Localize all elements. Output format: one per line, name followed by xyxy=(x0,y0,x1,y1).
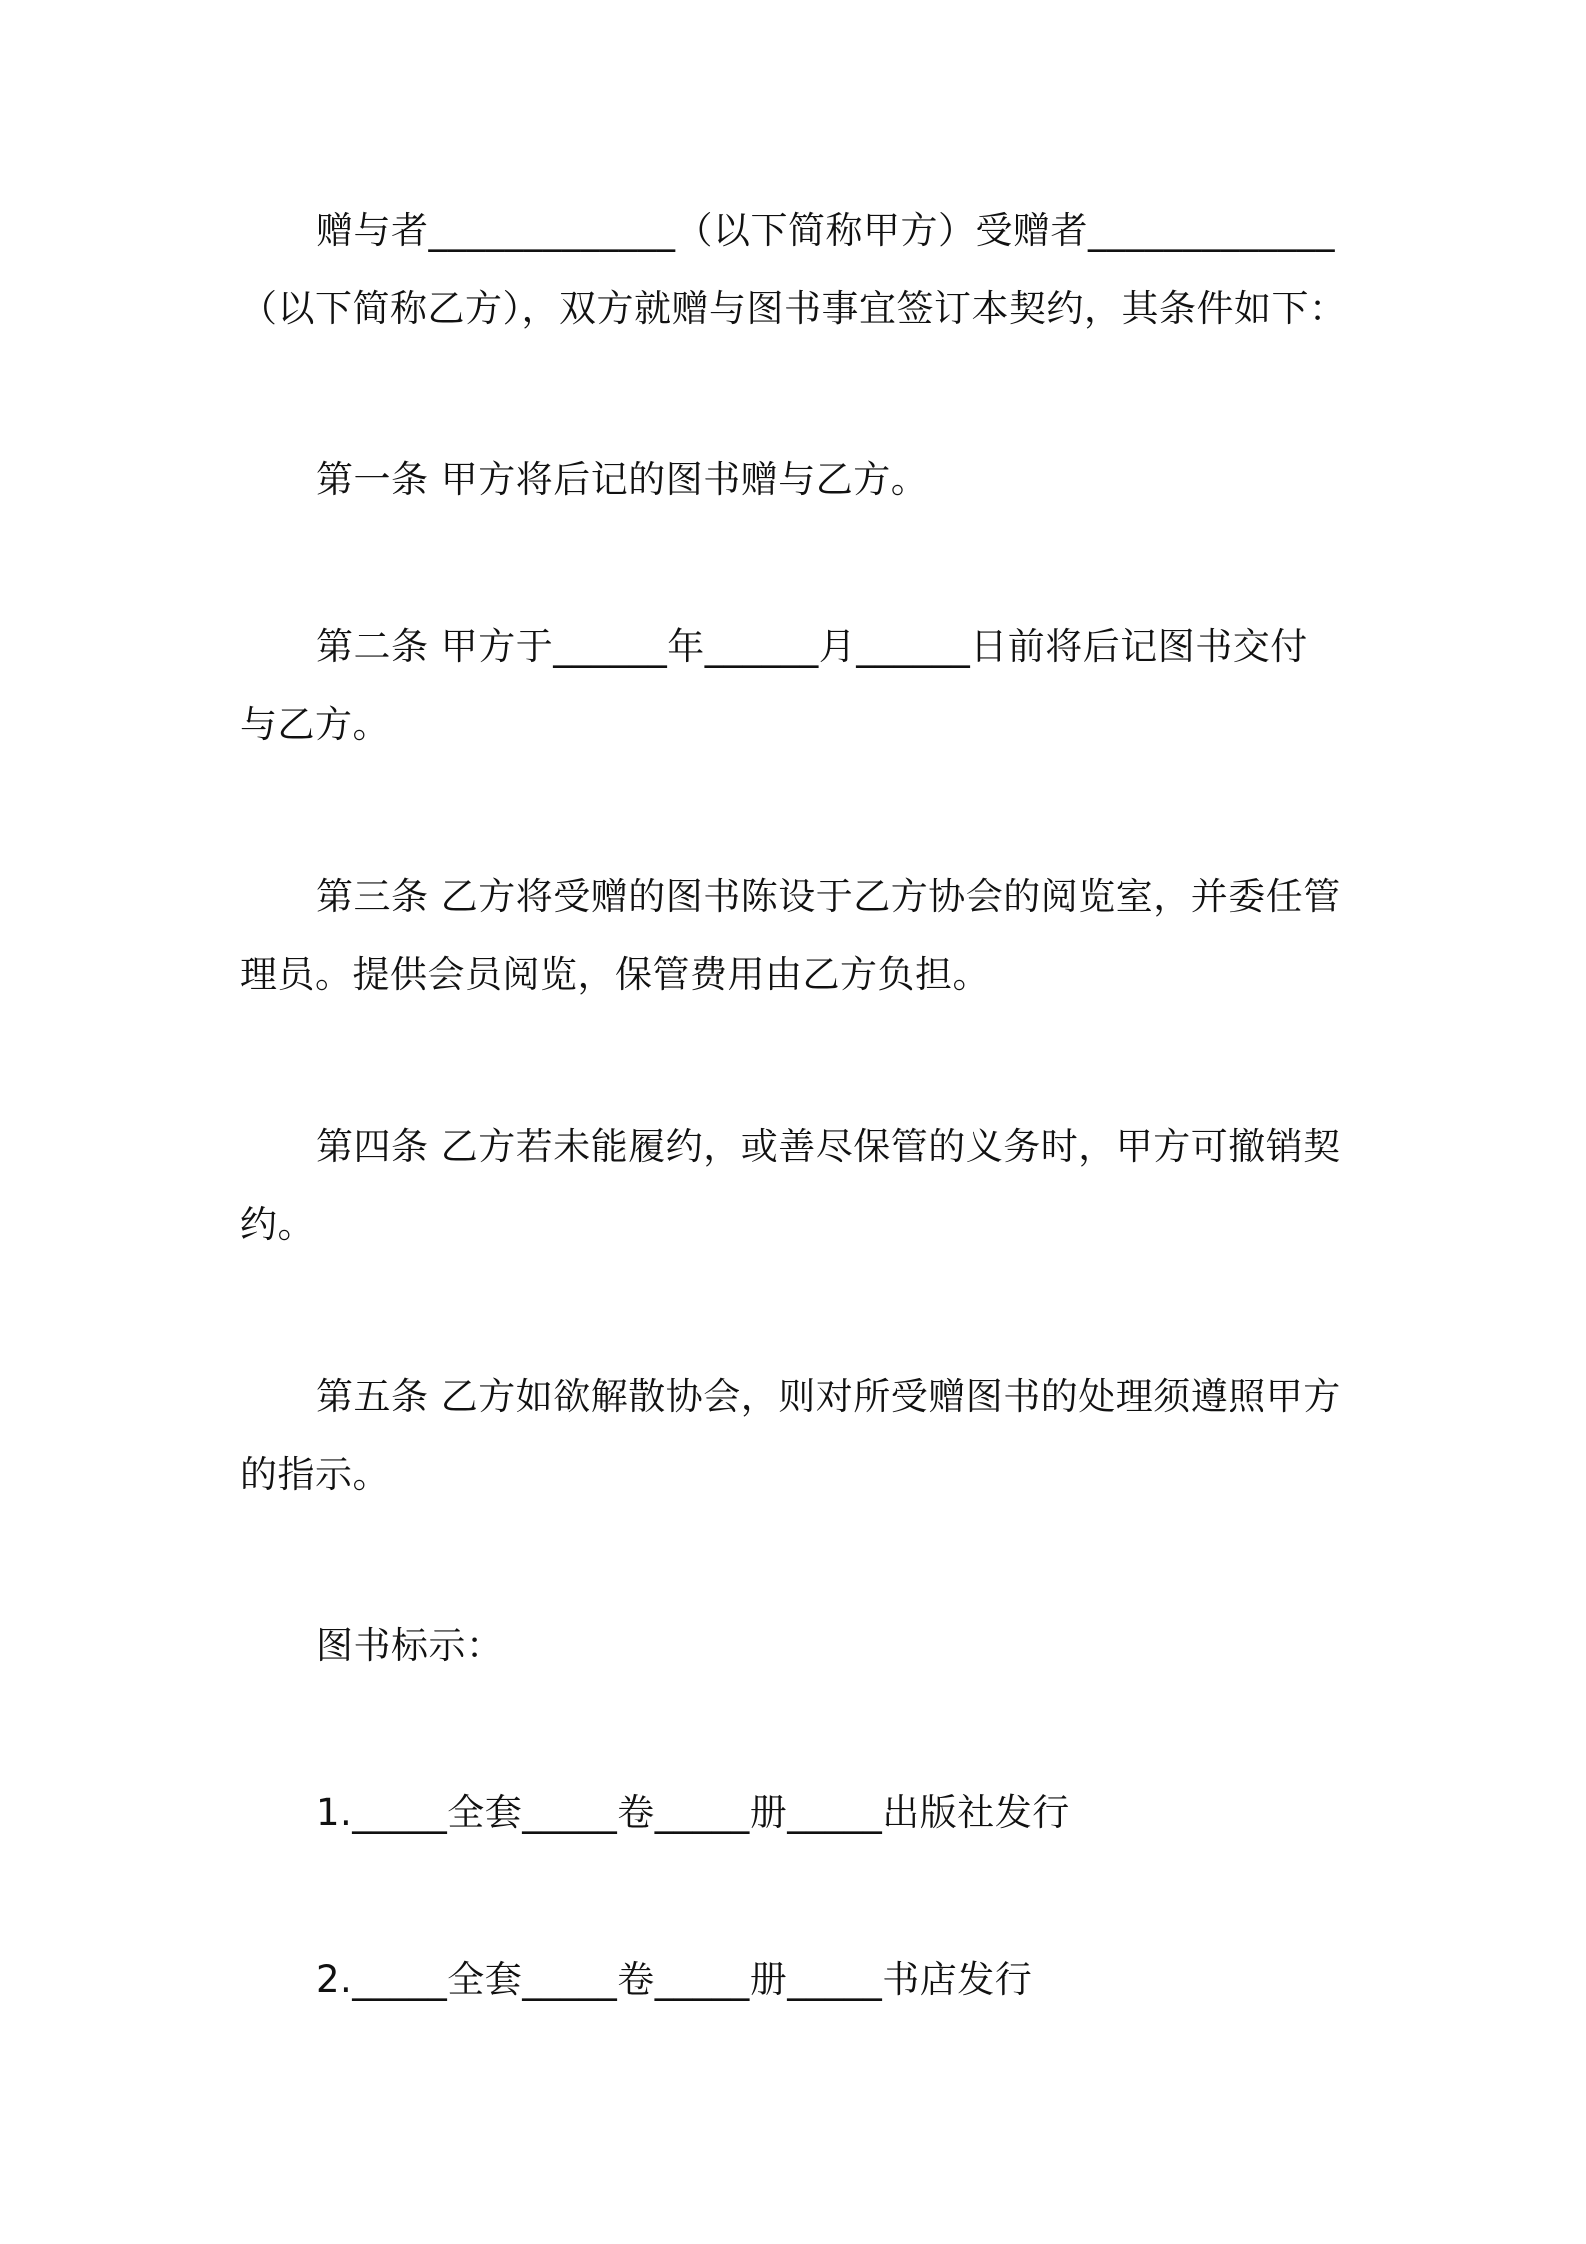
article-3 xyxy=(240,858,1356,1014)
intro-line-2: （以下简称乙方），双方就赠与图书事宜签订本契约，其条件如下： xyxy=(240,287,1347,330)
book-item-1 xyxy=(240,1774,1356,1852)
article-4-line-1: 第四条 乙方若未能履约，或善尽保管的义务时，甲方可撤销契 xyxy=(316,1125,1341,1168)
article-2-line-2: 与乙方。 xyxy=(240,703,390,746)
article-4-line-2: 约。 xyxy=(240,1203,315,1246)
article-5-line-1: 第五条 乙方如欲解散协会，则对所受赠图书的处理须遵照甲方 xyxy=(316,1375,1341,1418)
intro-paragraph xyxy=(240,192,1356,348)
article-3-line-2: 理员。提供会员阅览，保管费用由乙方负担。 xyxy=(240,953,990,996)
article-4 xyxy=(240,1108,1356,1264)
article-2 xyxy=(240,608,1356,764)
article-2-line-1: 第二条 甲方于______年______月______日前将后记图书交付 xyxy=(316,625,1308,668)
book-item-2-text: 2._____全套_____卷_____册_____书店发行 xyxy=(316,1958,1033,2001)
book-item-1-text: 1._____全套_____卷_____册_____出版社发行 xyxy=(316,1791,1070,1834)
article-1 xyxy=(240,441,1356,519)
article-1-line-1: 第一条 甲方将后记的图书赠与乙方。 xyxy=(316,458,929,501)
book-heading-text: 图书标示： xyxy=(316,1624,504,1667)
book-heading xyxy=(240,1607,1356,1685)
article-5 xyxy=(240,1358,1356,1514)
article-3-line-1: 第三条 乙方将受赠的图书陈设于乙方协会的阅览室，并委任管 xyxy=(316,875,1341,918)
article-5-line-2: 的指示。 xyxy=(240,1453,390,1496)
book-item-2 xyxy=(240,1941,1356,2019)
intro-line-1: 赠与者_____________（以下简称甲方）受赠者_____________ xyxy=(316,209,1335,252)
